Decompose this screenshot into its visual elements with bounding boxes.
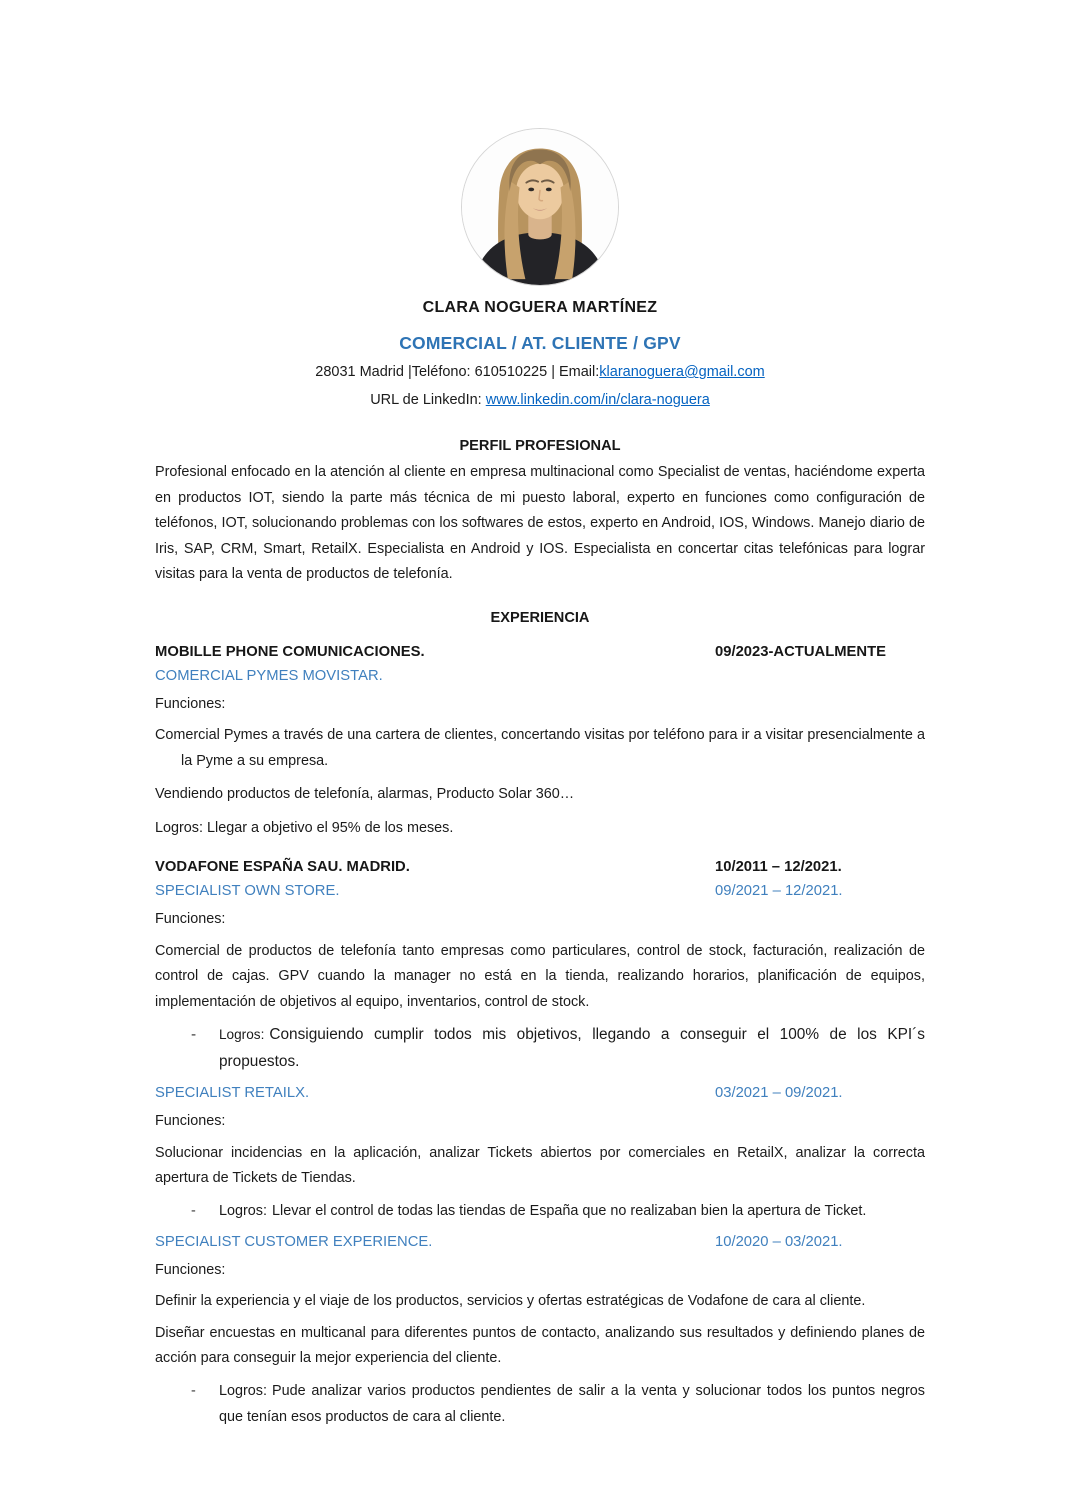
role-title: COMERCIAL PYMES MOVISTAR. <box>155 667 383 684</box>
role-title: SPECIALIST CUSTOMER EXPERIENCE. <box>155 1233 433 1250</box>
person-title: COMERCIAL / AT. CLIENTE / GPV <box>399 333 681 353</box>
logros-label: Logros: <box>219 1382 267 1399</box>
logros-line: Logros: Llegar a objetivo el 95% de los meses. <box>155 819 454 836</box>
logros-bullet <box>155 1378 925 1430</box>
job-paragraph: Solucionar incidencias en la aplicación, analizar Tickets abiertos por comerciales en RetailX, analizar la correcta apertura de Tickets de Tiendas. <box>155 1144 925 1186</box>
role-row <box>155 883 925 899</box>
experience-heading: EXPERIENCIA <box>490 609 590 626</box>
job-company: MOBILLE PHONE COMUNICACIONES. <box>155 643 425 660</box>
funciones-label: Funciones: <box>155 911 226 927</box>
job-paragraph: Vendiendo productos de telefonía, alarmas, Producto Solar 360… <box>155 786 575 802</box>
role-title: SPECIALIST OWN STORE. <box>155 883 340 899</box>
linkedin-label: URL de LinkedIn: <box>370 392 486 408</box>
profile-photo <box>461 128 619 286</box>
email-link[interactable]: klaranoguera@gmail.com <box>599 364 765 380</box>
role-title: SPECIALIST RETAILX. <box>155 1085 310 1101</box>
contact-line <box>0 360 1080 384</box>
job-dates: 10/2011 – 12/2021. <box>715 859 842 875</box>
bullet-dash: - <box>191 1382 196 1399</box>
person-name: CLARA NOGUERA MARTÍNEZ <box>422 299 658 316</box>
funciones-label: Funciones: <box>155 695 226 712</box>
linkedin-line <box>0 388 1080 412</box>
logros-label: Logros: <box>219 1202 267 1219</box>
logros-text: Consiguiendo cumplir todos mis objetivos, llegando a conseguir el 100% de los KPI´s propuestos. <box>219 1026 925 1070</box>
job-paragraph: Diseñar encuestas en multicanal para diferentes puntos de contacto, analizando sus resultados y definiendo planes de acción para conseguir la mejor experiencia del cliente. <box>155 1324 925 1366</box>
profile-text: Profesional enfocado en la atención al cliente en empresa multinacional como Specialist de ventas, haciéndome experta en productos IOT, siendo la parte más técnica de mi puesto laboral, experto en funciones como configuración de teléfonos, IOT, solucionando problemas con los softwares de estos, experto en Android, IOS, Windows. Manejo diario de Iris, SAP, CRM, Smart, RetailX. Especialista en Android y IOS. Especialista en concertar citas telefónicas para lograr visitas para la venta de productos de telefonía. <box>155 464 925 582</box>
role-row <box>155 1085 925 1101</box>
role-dates: 03/2021 – 09/2021. <box>715 1085 843 1101</box>
bullet-dash: - <box>191 1026 197 1043</box>
role-row <box>155 1234 925 1250</box>
job-dates: 09/2023-ACTUALMENTE <box>715 643 887 660</box>
portrait-illustration <box>462 129 618 285</box>
profile-heading: PERFIL PROFESIONAL <box>459 438 621 454</box>
logros-text: Pude analizar varios productos pendientes de salir a la venta y solucionar todos los puntos negros que tenían esos productos de cara al cliente. <box>219 1382 925 1425</box>
logros-bullet <box>155 1198 925 1224</box>
logros-label: Logros: <box>219 1027 265 1042</box>
contact-info: 28031 Madrid |Teléfono: 610510225 | Email: <box>315 364 600 380</box>
role-dates: 09/2021 – 12/2021. <box>715 883 843 899</box>
linkedin-link[interactable]: www.linkedin.com/in/clara-noguera <box>485 392 710 408</box>
resume-body <box>155 438 925 1430</box>
job-paragraph: Comercial de productos de telefonía tanto empresas como particulares, control de stock, facturación, realización de control de cajas. GPV cuando la manager no está en la tienda, realizando horarios, planificación de equipos, implementación de objetivos al equipo, inventarios, control de stock. <box>155 942 925 1010</box>
job-header-row <box>155 644 925 660</box>
bullet-dash: - <box>191 1202 196 1219</box>
job-company: VODAFONE ESPAÑA SAU. MADRID. <box>155 859 410 875</box>
funciones-label: Funciones: <box>155 1113 226 1129</box>
job-header-row <box>155 859 925 875</box>
logros-text: Llevar el control de todas las tiendas de España que no realizaban bien la apertura de Ticket. <box>272 1202 867 1219</box>
role-dates: 10/2020 – 03/2021. <box>715 1233 843 1250</box>
job-paragraph: Comercial Pymes a través de una cartera de clientes, concertando visitas por teléfono para ir a visitar presencialmente a la Pyme a su empresa. <box>155 727 925 769</box>
job-paragraph: Definir la experiencia y el viaje de los productos, servicios y ofertas estratégicas de Vodafone de cara al cliente. <box>155 1293 866 1309</box>
funciones-label: Funciones: <box>155 1261 226 1278</box>
role-row <box>155 668 925 684</box>
logros-bullet <box>155 1021 925 1075</box>
